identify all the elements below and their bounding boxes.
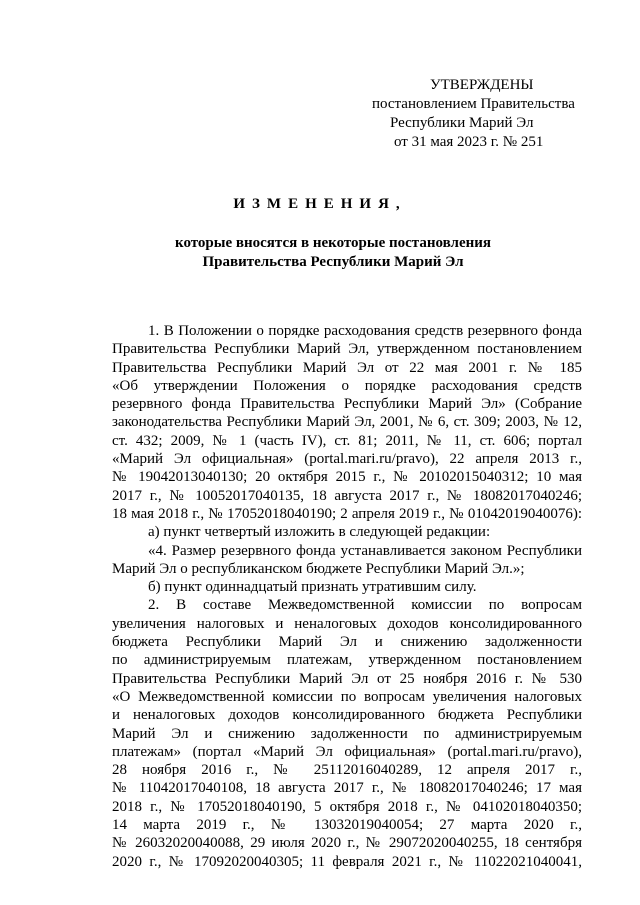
- body-line: 2018 г., № 17052018040190, 5 октября 2018 г., № 04102018040350;: [112, 798, 582, 815]
- body-line: № 26032020040088, 29 июля 2020 г., № 29072020040255, 18 сентября: [112, 835, 582, 852]
- body-line: ст. 432; 2009, № 1 (часть IV), ст. 81; 2011, № 11, ст. 606; портал: [112, 432, 582, 449]
- body-line: Правительства Республики Марий Эл от 22 мая 2001 г. № 185: [112, 359, 582, 376]
- body-line: по администрируемым платежам, утвержденном постановлением: [112, 652, 582, 669]
- body-line: 18 мая 2018 г., № 17052018040190; 2 апреля 2019 г., № 01042019040076):: [112, 505, 582, 522]
- approval-date-line: от 31 мая 2023 г. № 251: [394, 134, 544, 150]
- body-line: «Марий Эл официальная» (portal.mari.ru/pravo), 22 апреля 2013 г.,: [112, 451, 582, 468]
- body-line: № 11042017040108, 18 августа 2017 г., № 18082017040246; 17 мая: [112, 780, 582, 797]
- body-line: и неналоговых доходов консолидированного бюджета Республики: [112, 707, 582, 724]
- body-line: 1. В Положении о порядке расходования средств резервного фонда: [148, 323, 582, 339]
- body-line: Марий Эл о республиканском бюджете Республики Марий Эл.»;: [112, 560, 525, 577]
- body-line: б) пункт одиннадцатый признать утратившим силу.: [148, 579, 477, 596]
- body-line: законодательства Республики Марий Эл, 2001, № 6, ст. 309; 2003, № 12,: [112, 414, 582, 431]
- approval-stamp: [360, 76, 600, 152]
- body-line: 28 ноября 2016 г., № 25112016040289, 12 апреля 2017 г.,: [112, 762, 582, 779]
- subtitle-line: которые вносятся в некоторые постановления: [175, 235, 491, 251]
- approval-line: Республики Марий Эл: [390, 115, 534, 131]
- body-line: «О Межведомственной комиссии по вопросам увеличения налоговых: [112, 688, 582, 705]
- body-line: 2020 г., № 17092020040305; 11 февраля 2021 г., № 11022021040041,: [112, 853, 582, 870]
- document-subtitle: [0, 234, 640, 272]
- approval-heading: УТВЕРЖДЕНЫ: [430, 77, 534, 93]
- body-line: бюджета Республики Марий Эл и снижению задолженности: [112, 634, 582, 651]
- body-line: 14 марта 2019 г., № 13032019040054; 27 марта 2020 г.,: [112, 817, 582, 834]
- subtitle-line: Правительства Республики Марий Эл: [202, 254, 464, 270]
- body-line: увеличения налоговых и неналоговых доходов консолидированного: [112, 615, 582, 632]
- body-line: Правительства Республики Марий Эл, утвержденном постановлением: [112, 341, 582, 358]
- approval-line: постановлением Правительства: [372, 96, 575, 112]
- body-line: Марий Эл и снижению задолженности по администрируемым: [112, 725, 582, 742]
- body-line: Правительства Республики Марий Эл от 25 ноября 2016 г. № 530: [112, 670, 582, 687]
- body-line: платежам» (портал «Марий Эл официальная» (portal.mari.ru/pravo),: [112, 743, 582, 760]
- body-line: «Об утверждении Положения о порядке расходования средств: [112, 377, 582, 394]
- body-line: № 19042013040130; 20 октября 2015 г., № 20102015040312; 10 мая: [112, 469, 582, 486]
- body-line: «4. Размер резервного фонда устанавливается законом Республики: [148, 542, 582, 559]
- document-body: [112, 322, 582, 871]
- body-line: резервного фонда Правительства Республики Марий Эл» (Собрание: [112, 396, 582, 413]
- document-title: ИЗМЕНЕНИЯ,: [233, 196, 407, 212]
- body-line: а) пункт четвертый изложить в следующей редакции:: [148, 524, 491, 541]
- body-line: 2. В составе Межведомственной комиссии по вопросам: [148, 597, 582, 614]
- body-line: 2017 г., № 10052017040135, 18 августа 2017 г., № 18082017040246;: [112, 487, 582, 504]
